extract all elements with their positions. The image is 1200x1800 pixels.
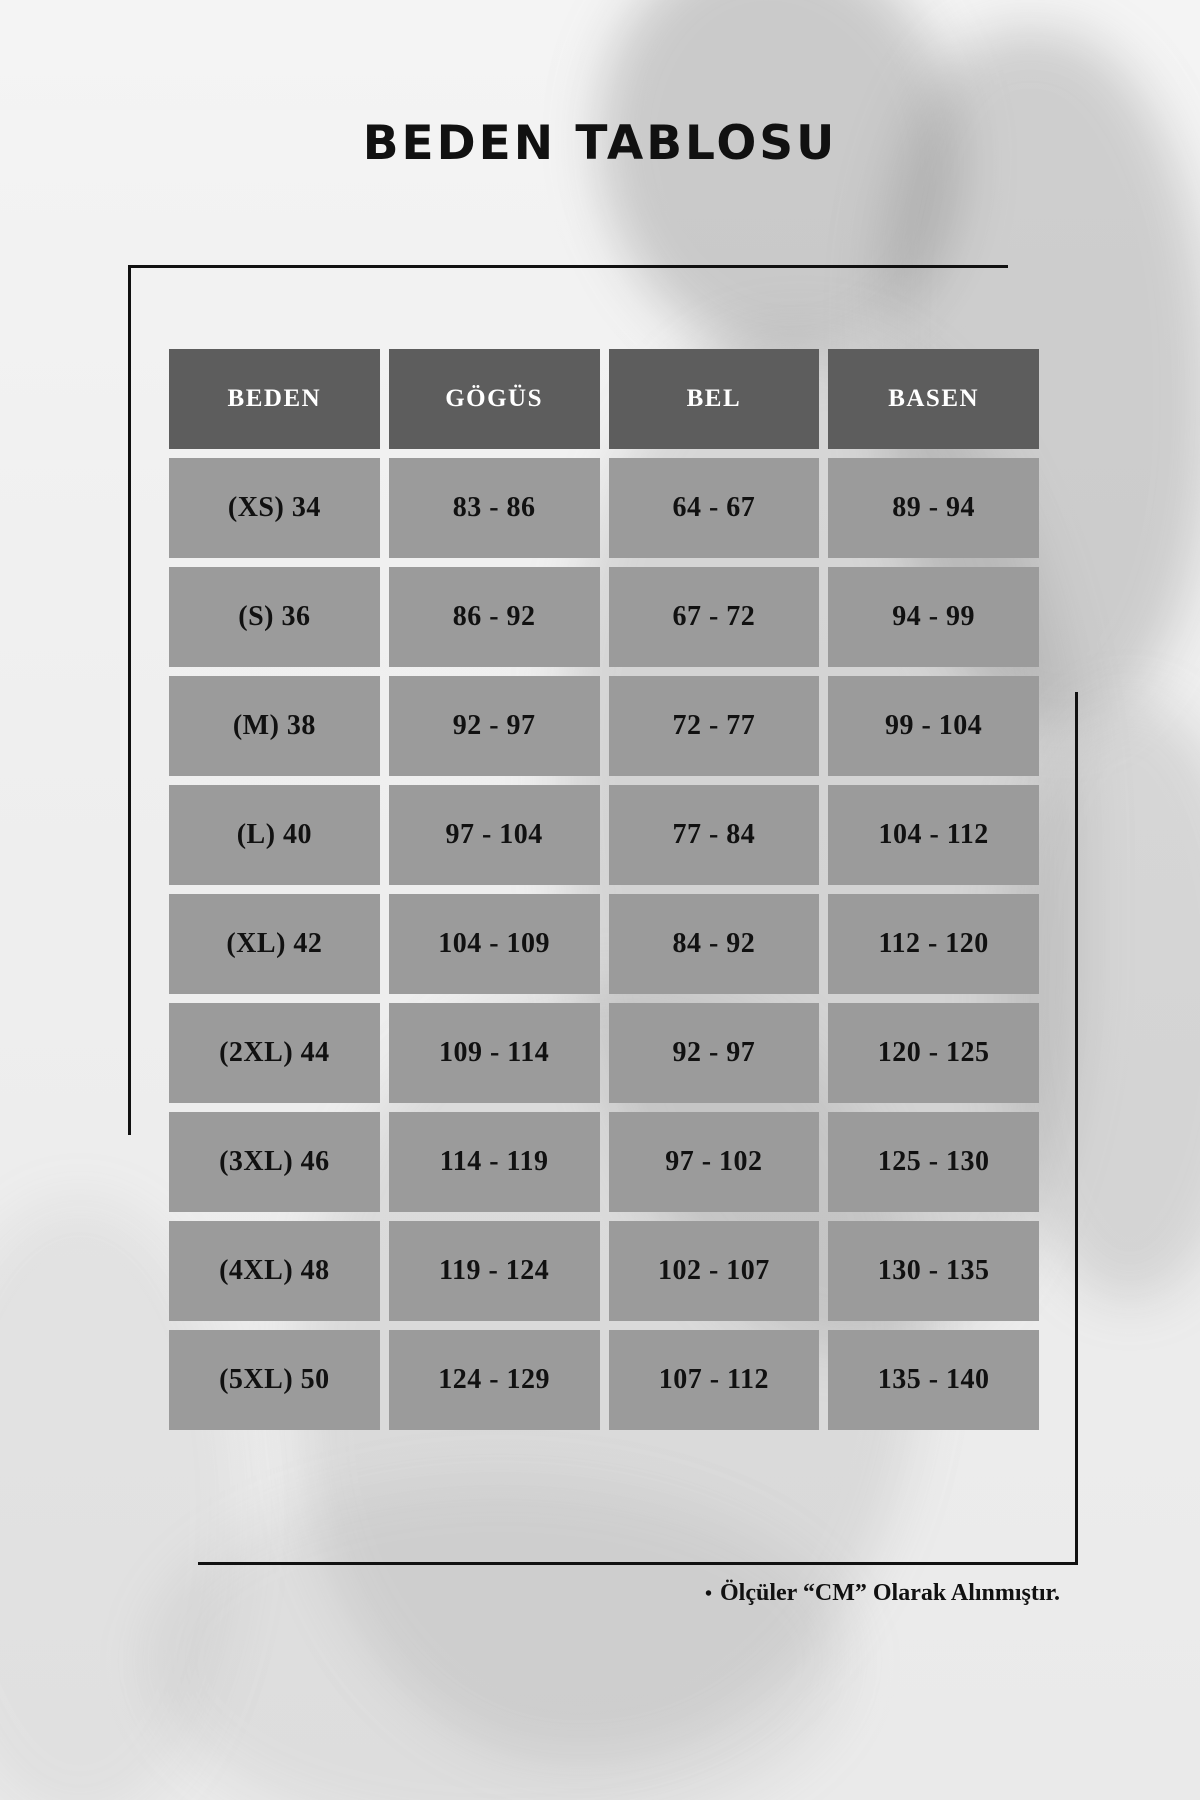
table-row [169, 567, 1039, 667]
table-row [169, 1221, 1039, 1321]
cell-size: (3XL) 46 [169, 1112, 380, 1212]
frame-line-left [128, 265, 131, 1135]
cell-hip: 135 - 140 [828, 1330, 1039, 1430]
column-header-gogus: GÖGÜS [389, 349, 600, 449]
cell-waist: 84 - 92 [609, 894, 820, 994]
cell-waist: 92 - 97 [609, 1003, 820, 1103]
cell-hip: 94 - 99 [828, 567, 1039, 667]
cell-size: (L) 40 [169, 785, 380, 885]
table-row [169, 1003, 1039, 1103]
footnote-text: Ölçüler “CM” Olarak Alınmıştır. [720, 1580, 1060, 1606]
cell-size: (2XL) 44 [169, 1003, 380, 1103]
cell-chest: 104 - 109 [389, 894, 600, 994]
cell-chest: 114 - 119 [389, 1112, 600, 1212]
cell-chest: 124 - 129 [389, 1330, 600, 1430]
cell-waist: 77 - 84 [609, 785, 820, 885]
cell-chest: 109 - 114 [389, 1003, 600, 1103]
cell-chest: 83 - 86 [389, 458, 600, 558]
table-row [169, 785, 1039, 885]
cell-size: (M) 38 [169, 676, 380, 776]
table-header-row [169, 349, 1039, 449]
column-header-beden: BEDEN [169, 349, 380, 449]
column-header-basen: BASEN [828, 349, 1039, 449]
cell-waist: 64 - 67 [609, 458, 820, 558]
table-row [169, 676, 1039, 776]
frame-line-right [1075, 692, 1078, 1565]
cell-hip: 89 - 94 [828, 458, 1039, 558]
cell-chest: 119 - 124 [389, 1221, 600, 1321]
frame-line-bottom [198, 1562, 1078, 1565]
cell-size: (S) 36 [169, 567, 380, 667]
cell-chest: 97 - 104 [389, 785, 600, 885]
cell-waist: 107 - 112 [609, 1330, 820, 1430]
cell-size: (XS) 34 [169, 458, 380, 558]
cell-waist: 102 - 107 [609, 1221, 820, 1321]
cell-hip: 104 - 112 [828, 785, 1039, 885]
cell-waist: 72 - 77 [609, 676, 820, 776]
column-header-bel: BEL [609, 349, 820, 449]
cell-size: (5XL) 50 [169, 1330, 380, 1430]
frame-line-top [128, 265, 1008, 268]
table-row [169, 1112, 1039, 1212]
cell-size: (4XL) 48 [169, 1221, 380, 1321]
cell-waist: 97 - 102 [609, 1112, 820, 1212]
cell-hip: 125 - 130 [828, 1112, 1039, 1212]
cell-size: (XL) 42 [169, 894, 380, 994]
background-silhouette-shape [560, 0, 999, 393]
cell-chest: 86 - 92 [389, 567, 600, 667]
cell-hip: 120 - 125 [828, 1003, 1039, 1103]
table-row [169, 1330, 1039, 1430]
table-body [169, 458, 1039, 1430]
table-row [169, 458, 1039, 558]
bullet-icon: • [704, 1582, 712, 1605]
table-row [169, 894, 1039, 994]
cell-waist: 67 - 72 [609, 567, 820, 667]
cell-chest: 92 - 97 [389, 676, 600, 776]
table-header [169, 349, 1039, 449]
size-table [160, 340, 1048, 1439]
cell-hip: 99 - 104 [828, 676, 1039, 776]
page-title: BEDEN TABLOSU [362, 116, 838, 171]
cell-hip: 130 - 135 [828, 1221, 1039, 1321]
background-silhouette-shape [150, 1480, 850, 1800]
cell-hip: 112 - 120 [828, 894, 1039, 994]
footnote [0, 1580, 1060, 1607]
